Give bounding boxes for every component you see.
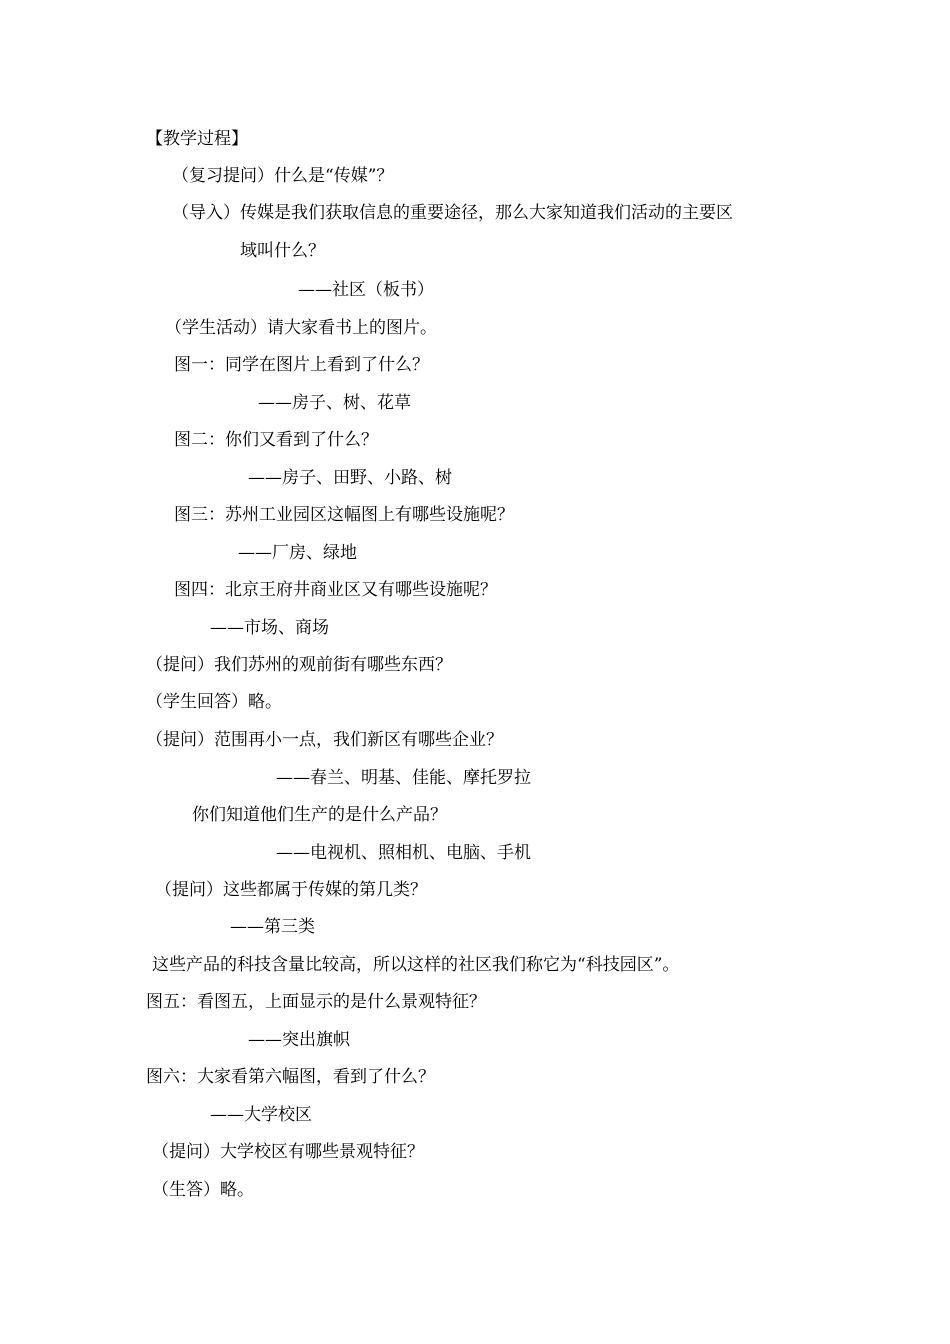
text-line: 图一：同学在图片上看到了什么？ xyxy=(174,355,429,375)
text-line: ——市场、商场 xyxy=(210,618,329,638)
text-line: 图二：你们又看到了什么？ xyxy=(174,430,378,450)
text-line: 图四：北京王府井商业区又有哪些设施呢？ xyxy=(174,580,497,600)
text-line: （提问）范围再小一点，我们新区有哪些企业？ xyxy=(146,730,503,750)
text-line: （生答）略。 xyxy=(152,1180,254,1200)
text-line: ——大学校区 xyxy=(210,1105,312,1125)
text-line: ——春兰、明基、佳能、摩托罗拉 xyxy=(276,768,531,788)
text-line: ——第三类 xyxy=(230,917,315,937)
text-line: ——房子、田野、小路、树 xyxy=(248,468,452,488)
text-line: （提问）大学校区有哪些景观特征？ xyxy=(152,1142,424,1162)
text-line: （复习提问）什么是“传媒”？ xyxy=(172,166,394,186)
text-line: ——房子、树、花草 xyxy=(258,393,411,413)
section-heading: 【教学过程】 xyxy=(146,129,248,149)
text-line: ——突出旗帜 xyxy=(248,1030,350,1050)
text-line: 域叫什么？ xyxy=(240,241,325,261)
text-line: ——社区（板书） xyxy=(298,280,434,300)
text-line: （提问）我们苏州的观前街有哪些东西？ xyxy=(146,655,452,675)
text-line: 这些产品的科技含量比较高，所以这样的社区我们称它为“科技园区”。 xyxy=(152,955,680,975)
text-line: （学生活动）请大家看书上的图片。 xyxy=(165,318,437,338)
text-line: ——厂房、绿地 xyxy=(238,543,357,563)
text-line: 你们知道他们生产的是什么产品？ xyxy=(192,805,447,825)
text-line: 图三：苏州工业园区这幅图上有哪些设施呢？ xyxy=(174,505,514,525)
text-line: （提问）这些都属于传媒的第几类？ xyxy=(155,880,427,900)
text-line: （导入）传媒是我们获取信息的重要途径，那么大家知道我们活动的主要区 xyxy=(172,203,733,223)
text-line: （学生回答）略。 xyxy=(146,692,282,712)
text-line: ——电视机、照相机、电脑、手机 xyxy=(276,843,531,863)
text-line: 图六：大家看第六幅图，看到了什么？ xyxy=(146,1067,435,1087)
text-line: 图五：看图五，上面显示的是什么景观特征？ xyxy=(146,992,486,1012)
